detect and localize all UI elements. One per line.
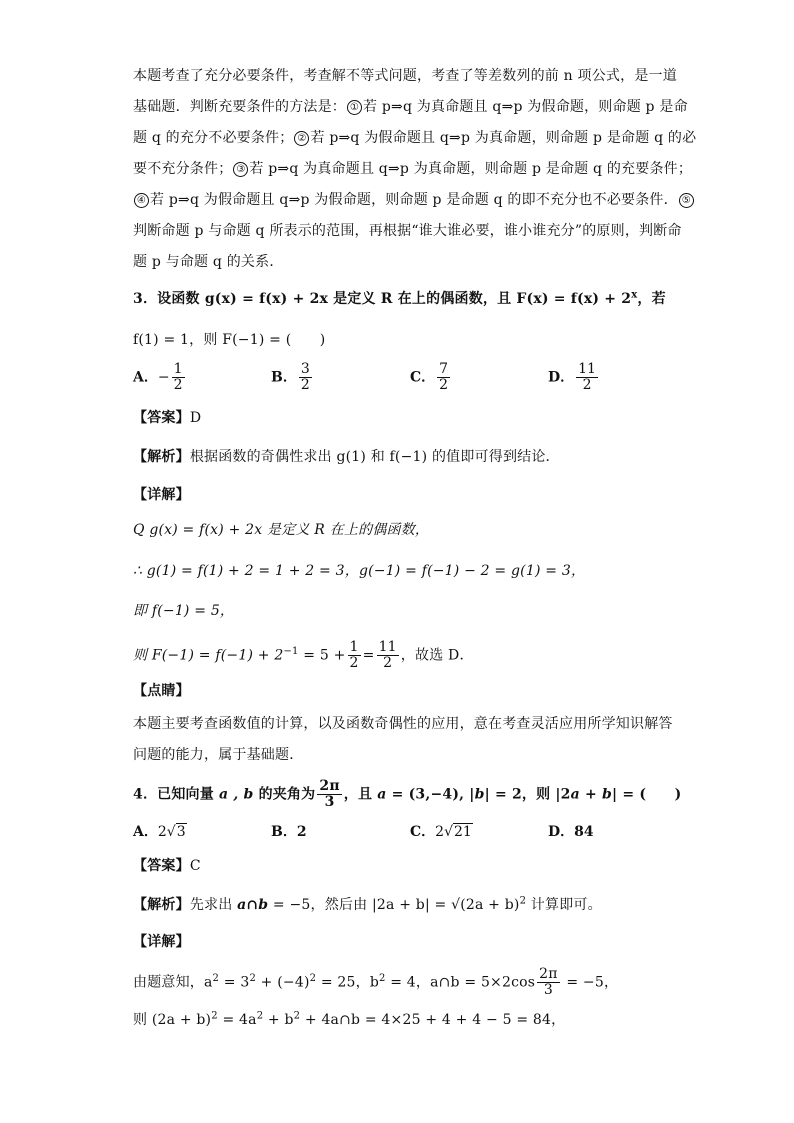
analysis-tag: 【解析】: [133, 449, 190, 465]
intro-text-2b: 若 p⇒q 为真命题且 q⇒p 为假命题，则命题 p 是命: [363, 99, 688, 115]
fraction: [537, 967, 560, 998]
solution-step: + b: [263, 1012, 294, 1028]
vector-a: a: [570, 786, 580, 803]
q3-option-c-label: C．: [410, 369, 436, 386]
solution-step: 则 F(−1) = f(−1) + 2: [133, 647, 284, 664]
intro-line-7: [133, 252, 663, 272]
q3-detail-heading: [133, 485, 663, 505]
sqrt-icon: √: [166, 824, 176, 840]
q4-detail-heading: [133, 932, 663, 952]
exponent: 2: [211, 1010, 218, 1022]
exponent: 2: [378, 972, 386, 984]
fraction-denominator: 2: [349, 655, 359, 671]
q4-step-2: [133, 1010, 663, 1030]
fraction-denominator: 2: [173, 377, 183, 393]
q3-option-a-fraction: [172, 362, 185, 393]
fraction-denominator: 2: [300, 377, 310, 393]
solution-step: 则 (2a + b): [133, 1012, 212, 1028]
q3-option-b: [271, 362, 314, 393]
q3-option-d: [548, 362, 600, 393]
circled-number-5: ⑤: [679, 193, 694, 208]
q4-option-c-label: C．: [410, 824, 436, 840]
intro-text-5b: 若 p⇒q 为假命题且 q⇒p 为假命题，则命题 p 是命题 q 的即不充分也不必要条件．: [150, 192, 678, 208]
solution-step: = 4a: [217, 1012, 257, 1028]
q3-exponent: x: [631, 289, 638, 301]
q4-stem-text: | = 2，则 |2: [484, 786, 571, 803]
q4-stem-text: | = ( ): [612, 786, 682, 803]
q3-option-c: [410, 362, 452, 393]
q3-option-c-fraction: [437, 362, 450, 393]
q3-step-4: [133, 640, 663, 671]
intro-line-5: [133, 190, 691, 210]
fraction-denominator: 2: [582, 377, 592, 393]
q4-step-1: [133, 967, 663, 998]
q4-option-a: [133, 821, 187, 841]
analysis-text: 计算即可。: [526, 897, 602, 913]
solution-step: = 3: [219, 974, 250, 991]
q3-option-b-fraction: [299, 362, 312, 393]
q4-answer: [133, 856, 663, 876]
circled-number-2: ②: [294, 131, 309, 146]
fraction-numerator: 7: [439, 361, 449, 377]
q4-option-b-label: B．: [271, 824, 297, 840]
intro-line-4: [133, 159, 693, 179]
exponent: 2: [212, 972, 220, 984]
q3-step-3: [133, 601, 663, 621]
q3-stem-end: ，若: [637, 291, 666, 307]
q4-option-c: [410, 821, 473, 841]
circled-number-4: ④: [134, 193, 149, 208]
intro-text-4: 要不充分条件；: [133, 161, 233, 177]
sqrt-icon: √: [444, 824, 453, 840]
solution-step: = 5 +: [298, 647, 346, 664]
q3-analysis: [133, 447, 663, 467]
exponent: 2: [256, 1010, 264, 1022]
q3-stem-text: 3．设函数 g(x) = f(x) + 2x 是定义 R 在上的偶函数，且 F(x) = f(x) + 2: [133, 291, 632, 307]
radicand: 3: [176, 824, 186, 840]
solution-step: ∴ g(1) = f(1) + 2 = 1 + 2 = 3，g(−1) = f(−1) − 2 = g(1) = 3，: [133, 563, 586, 579]
detail-tag: 【详解】: [133, 487, 190, 503]
intro-line-6: [133, 221, 682, 241]
answer-tag: 【答案】: [133, 858, 190, 874]
fraction-numerator: 1: [349, 639, 359, 655]
q4-stem-text: +: [579, 786, 602, 803]
solution-step: = 4，a∩b = 5×2cos: [385, 974, 536, 991]
q4-option-a-label: A．: [133, 824, 158, 840]
equals-sign: =: [362, 647, 375, 664]
q3-stem-line-1: [133, 289, 666, 309]
radicand: 21: [454, 824, 472, 840]
q3-answer: [133, 408, 663, 428]
dot-product: a∩b: [237, 897, 269, 913]
q4-stem-text: 的夹角为: [253, 786, 316, 803]
intro-line-3: [133, 128, 697, 148]
intro-line-1: [133, 66, 677, 86]
solution-step: Q g(x) = f(x) + 2x 是定义 R 在上的偶函数，: [133, 522, 430, 538]
q3-option-a-sign: −: [157, 369, 170, 386]
intro-text-6: 判断命题 p 与命题 q 所表示的范围，再根据“谁大谁必要，谁小谁充分”的原则，判断命: [133, 223, 682, 239]
circled-number-3: ③: [233, 162, 248, 177]
q4-vectors: a , b: [219, 786, 254, 803]
fraction-numerator: 3: [300, 361, 310, 377]
q3-option-d-label: D．: [548, 369, 575, 386]
q4-angle-fraction: [317, 779, 341, 810]
exponent: 2: [293, 1010, 301, 1022]
q3-step-2: [133, 561, 663, 581]
q4-option-d: [548, 821, 594, 841]
q4-option-b: [271, 821, 307, 841]
solution-step: = 25，b: [316, 974, 379, 991]
q4-stem-text: ，且: [343, 786, 378, 803]
q4-analysis: [133, 895, 663, 915]
comment-tag: 【点睛】: [133, 683, 190, 699]
q3-option-a-label: A．: [133, 369, 158, 386]
q3-comment-2: [133, 745, 663, 765]
q3-option-d-fraction: [576, 362, 598, 393]
fraction-denominator: 3: [324, 794, 335, 810]
q4-stem-text: = (3,−4), |: [386, 786, 475, 803]
fraction-denominator: 2: [439, 377, 449, 393]
fraction-numerator: 11: [378, 639, 397, 655]
fraction-numerator: 11: [578, 361, 596, 377]
exponent: −1: [283, 645, 299, 657]
solution-step: + (−4): [256, 974, 310, 991]
fraction: [377, 640, 399, 671]
fraction-denominator: 3: [543, 982, 553, 998]
fraction-denominator: 2: [383, 655, 393, 671]
answer-value: C: [189, 858, 201, 874]
intro-text-7: 题 p 与命题 q 的关系．: [133, 254, 284, 270]
exponent: 2: [309, 972, 317, 984]
q4-stem: [133, 778, 682, 810]
solution-step: = −5，: [561, 974, 619, 991]
q3-stem-line-2: [133, 330, 663, 350]
fraction-numerator: 1: [173, 361, 183, 377]
analysis-text: 先求出: [189, 897, 238, 913]
q4-option-d-value: 84: [574, 824, 594, 840]
q3-comment-heading: [133, 681, 663, 701]
intro-text-3b: 若 p⇒q 为假命题且 q⇒p 为真命题，则命题 p 是命题 q 的必: [310, 130, 697, 146]
solution-step: + 4a∩b = 4×25 + 4 + 4 − 5 = 84，: [300, 1012, 566, 1028]
exponent: 2: [249, 972, 257, 984]
q3-comment-1: [133, 714, 673, 734]
vector-b: b: [602, 786, 612, 803]
circled-number-1: ①: [347, 100, 362, 115]
q3-option-a: [133, 362, 187, 393]
comment-text: 问题的能力，属于基础题．: [133, 747, 304, 763]
q3-option-b-label: B．: [271, 369, 297, 386]
q3-step-1: [133, 520, 663, 540]
solution-step: ，故选 D．: [400, 647, 474, 664]
q4-option-c-value: 2: [435, 824, 445, 840]
solution-step: 即 f(−1) = 5，: [133, 603, 235, 619]
intro-line-2: [133, 97, 688, 117]
comment-text: 本题主要考查函数值的计算，以及函数奇偶性的应用，意在考查灵活应用所学知识解答: [133, 716, 673, 732]
analysis-text: 根据函数的奇偶性求出 g(1) 和 f(−1) 的值即可得到结论．: [189, 449, 560, 465]
intro-text-2: 基础题．判断充要条件的方法是：: [133, 99, 346, 115]
detail-tag: 【详解】: [133, 934, 190, 950]
solution-step: 由题意知，a: [133, 974, 213, 991]
intro-text-3: 题 q 的充分不必要条件；: [133, 130, 294, 146]
answer-value: D: [189, 410, 202, 426]
q3-stem-text-2: f(1) = 1，则 F(−1) = ( ): [133, 332, 326, 348]
q4-option-a-value: 2: [157, 824, 167, 840]
vector-a: a: [377, 786, 387, 803]
vector-b: b: [474, 786, 485, 803]
intro-text-4b: 若 p⇒q 为真命题且 q⇒p 为真命题，则命题 p 是命题 q 的充要条件；: [249, 161, 693, 177]
exponent: 2: [519, 895, 527, 907]
intro-text-1: 本题考查了充分必要条件，考查解不等式问题，考查了等差数列的前 n 项公式，是一道: [133, 68, 677, 84]
fraction-numerator: 2π: [539, 966, 558, 982]
answer-tag: 【答案】: [133, 410, 190, 426]
fraction-numerator: 2π: [319, 778, 340, 794]
analysis-tag: 【解析】: [133, 897, 190, 913]
fraction: [348, 640, 361, 671]
q4-stem-text: 4．已知向量: [133, 786, 220, 803]
q4-option-d-label: D．: [548, 824, 575, 840]
q4-option-b-value: 2: [296, 824, 307, 840]
analysis-text: = −5，然后由 |2a + b| = √(2a + b): [268, 897, 520, 913]
